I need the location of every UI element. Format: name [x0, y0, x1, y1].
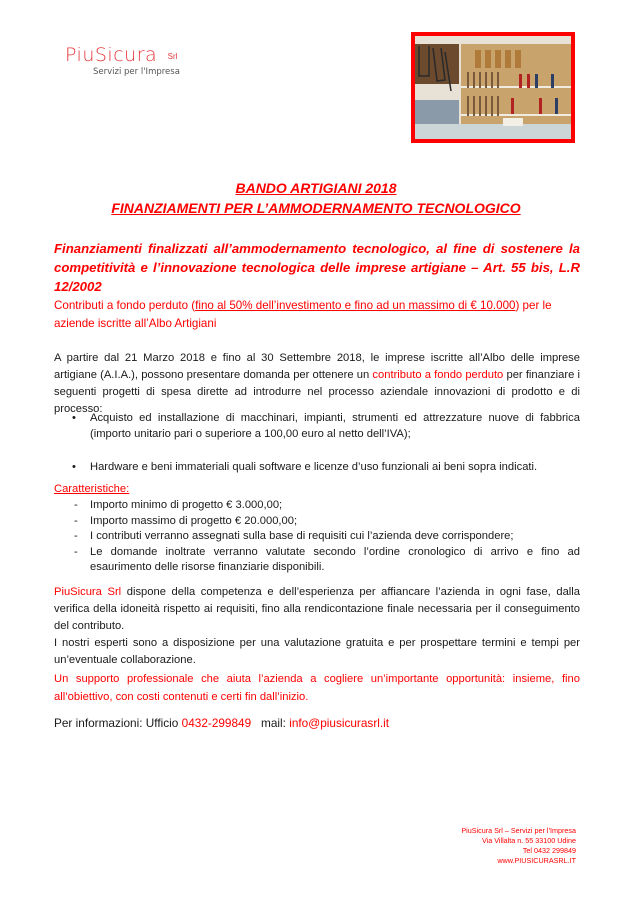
tools-wall-image — [415, 36, 571, 139]
intro-highlight: contributo a fondo perduto — [372, 369, 504, 381]
caratteristiche-heading: Caratteristiche: — [54, 483, 130, 495]
title-line-2: FINANZIAMENTI PER L’AMMODERNAMENTO TECNOLOGICO — [111, 200, 521, 216]
footer-line-1: PiuSicura Srl – Servizi per l’Impresa — [461, 826, 576, 835]
footer-website-link[interactable]: www.PIUSICURASRL.IT — [497, 856, 576, 865]
bullet-icon: • — [72, 412, 76, 424]
contact-line — [54, 716, 389, 730]
caratteristiche-list — [72, 498, 580, 576]
list-item: - Le domande inoltrate verranno valutate secondo l’ordine cronologico di arrivo e fino ad esaurimento delle risorse finanziarie disponibili. — [74, 545, 580, 573]
document-title — [0, 178, 632, 218]
footer-address — [461, 826, 576, 866]
eligible-expenses-list — [72, 410, 580, 475]
header-photo — [411, 32, 575, 143]
contributi-pre: Contributi a fondo perduto ( — [54, 299, 196, 312]
dash-icon: - — [74, 530, 78, 542]
footer-line-3: Tel 0432 299849 — [522, 846, 576, 855]
list-item: - Importo minimo di progetto € 3.000,00; — [72, 498, 580, 514]
logo-name: PiuSicura — [65, 44, 158, 66]
contact-phone[interactable]: 0432-299849 — [181, 716, 252, 730]
dash-icon: - — [74, 545, 78, 558]
intro-paragraph — [54, 350, 580, 418]
bullet-icon: • — [72, 461, 76, 473]
company-logo — [65, 44, 180, 77]
contributi-post: ) per le aziende iscritte all’Albo Artigiani — [54, 299, 552, 330]
contact-email-link[interactable]: info@piusicurasrl.it — [289, 716, 390, 730]
dash-icon: - — [74, 499, 78, 511]
intro-post: per finanziare i seguenti progetti di spesa dirette ad introdurre nel processo aziendale innovazioni di prodotto e di processo: — [54, 369, 581, 415]
dash-icon: - — [74, 514, 78, 527]
title-line-1: BANDO ARTIGIANI 2018 — [235, 180, 397, 196]
footer-line-2: Via Villalta n. 55 33100 Udine — [481, 836, 576, 845]
list-item: • Hardware e beni immateriali quali software e licenze d’uso funzionali ai beni sopra indicati. — [72, 461, 538, 473]
intro-pre: A partire dal 21 Marzo 2018 e fino al 30 Settembre 2018, le imprese iscritte all’Albo delle imprese artigiane (A.I.A.), possono presentare domanda per ottenere un — [54, 352, 580, 381]
contributi-highlight: fino al 50% dell’investimento e fino ad un massimo di € 10.000 — [195, 299, 516, 312]
about-brand: PiuSicura Srl — [54, 586, 122, 598]
contact-label: Per informazioni: Ufficio — [54, 716, 182, 730]
about-text-1: dispone della competenza e dell’esperienza per affiancare l’azienda in ogni fase, dalla verifica della idoneità rispetto ai requisiti, fino alla rendicontazione finale necessaria per il conseguimento del contributo. — [54, 586, 580, 632]
contact-mail-label: mail: — [261, 716, 290, 730]
contributi-summary — [54, 297, 580, 333]
list-item: - Importo massimo di progetto € 20.000,00; — [72, 514, 580, 530]
list-item: • Acquisto ed installazione di macchinari, impianti, strumenti ed attrezzature nuove di fabbrica (importo unitario pari o superiore a 100,00 euro al netto dell’IVA); — [72, 412, 580, 440]
subtitle: Finanziamenti finalizzati all’ammodernamento tecnologico, al fine di sostenere la competitività e l’innovazione tecnologica delle imprese artigiane – Art. 55 bis, L.R 12/2002 — [54, 241, 580, 294]
cta-paragraph: Un supporto professionale che aiuta l’azienda a cogliere un’importante opportunità: insieme, fino all’obiettivo, con costi contenuti e certi fin dall’inizio. — [54, 673, 580, 703]
logo-suffix: Srl — [167, 52, 178, 61]
about-paragraph — [54, 584, 580, 669]
logo-tagline: Servizi per l'Impresa — [93, 67, 180, 77]
list-item: - I contributi verranno assegnati sulla base di requisiti cui l’azienda deve corrispondere; — [72, 529, 580, 545]
about-text-2: I nostri esperti sono a disposizione per una valutazione gratuita e per prospettare termini e tempi per un’eventuale collaborazione. — [54, 637, 580, 666]
